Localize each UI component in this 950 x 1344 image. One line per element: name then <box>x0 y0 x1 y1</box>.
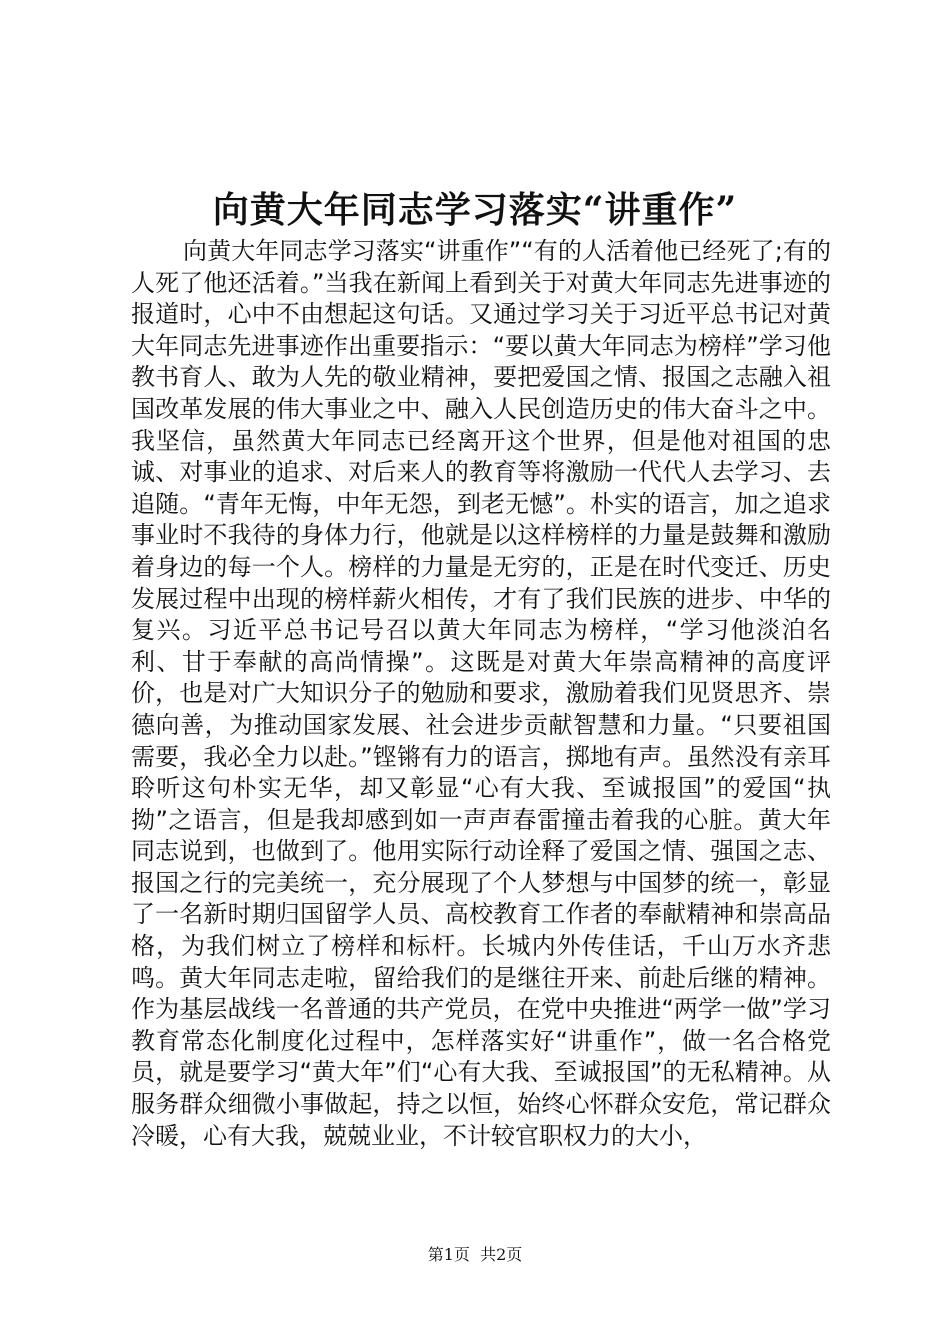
page-number-label: 第1页 共2页 <box>427 1245 523 1264</box>
document-body-paragraph: 向黄大年同志学习落实“讲重作”“有的人活着他已经死了;有的人死了他还活着。”当我在新闻上看到关于对黄大年同志先进事迹的报道时，心中不由想起这句话。又通过学习关于习近平总书记对黄大年同志先进事迹作出重要指示：“要以黄大年同志为榜样”学习他教书育人、敢为人先的敬业精神，要把爱国之情、报国之志融入祖国改革发展的伟大事业之中、融入人民创造历史的伟大奋斗之中。我坚信，虽然黄大年同志已经离开这个世界，但是他对祖国的忠诚、对事业的追求、对后来人的教育等将激励一代代人去学习、去追随。“青年无悔，中年无怨，到老无憾”。朴实的语言，加之追求事业时不我待的身体力行，他就是以这样榜样的力量是鼓舞和激励着身边的每一个人。榜样的力量是无穷的，正是在时代变迁、历史发展过程中出现的榜样薪火相传，才有了我们民族的进步、中华的复兴。习近平总书记号召以黄大年同志为榜样，“学习他淡泊名利、甘于奉献的高尚情操”。这既是对黄大年崇高精神的高度评价，也是对广大知识分子的勉励和要求，激励着我们见贤思齐、崇德向善，为推动国家发展、社会进步贡献智慧和力量。“只要祖国需要，我必全力以赴。”铿锵有力的语言，掷地有声。虽然没有亲耳聆听这句朴实无华，却又彰显“心有大我、至诚报国”的爱国“执拗”之语言，但是我却感到如一声声春雷撞击着我的心脏。黄大年同志说到，也做到了。他用实际行动诠释了爱国之情、强国之志、报国之行的完美统一，充分展现了个人梦想与中国梦的统一，彰显了一名新时期归国留学人员、高校教育工作者的奉献精神和崇高品格，为我们树立了榜样和标杆。长城内外传佳话，千山万水齐悲鸣。黄大年同志走啦，留给我们的是继往开来、前赴后继的精神。作为基层战线一名普通的共产党员，在党中央推进“两学一做”学习教育常态化制度化过程中，怎样落实好“讲重作”，做一名合格党员，就是要学习“黄大年”们“心有大我、至诚报国”的无私精神。从服务群众细微小事做起，持之以恒，始终心怀群众安危，常记群众冷暖，心有大我，兢兢业业，不计较官职权力的大小， <box>131 237 831 1150</box>
page-footer <box>0 1245 950 1265</box>
document-title: 向黄大年同志学习落实“讲重作” <box>212 189 738 231</box>
